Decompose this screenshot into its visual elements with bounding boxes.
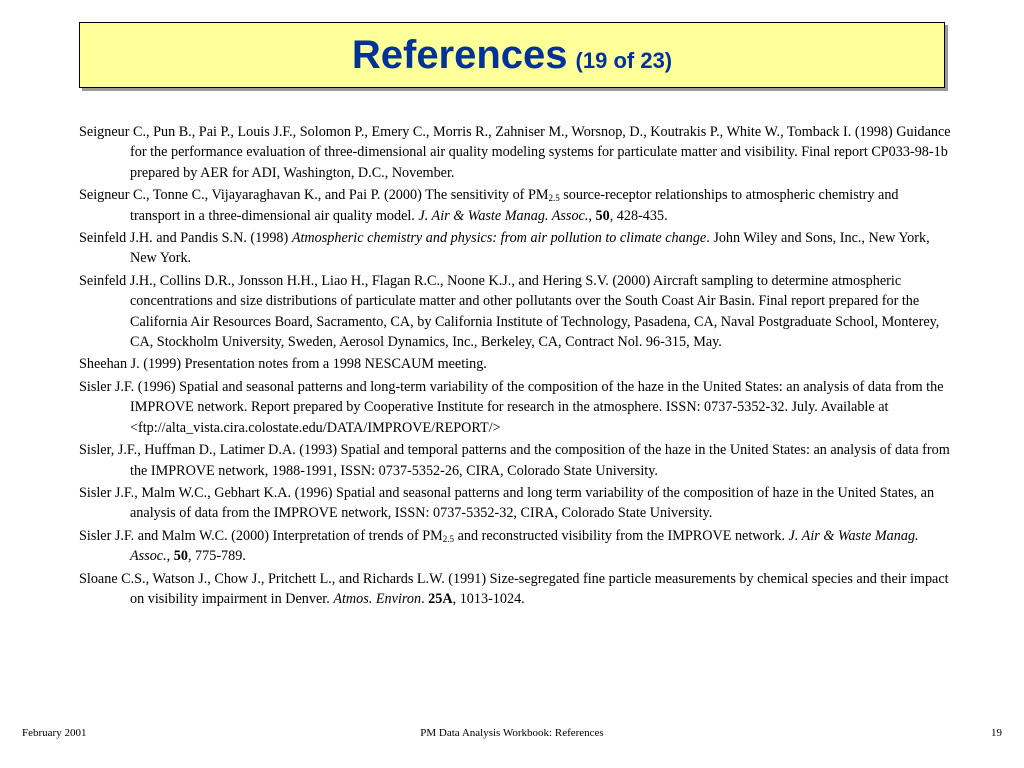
reference-text: Seinfeld J.H., Collins D.R., Jonsson H.H., Liao H., Flagan R.C., Noone K.J., and Hering S.V. (2000) Aircraft sampling to determine atmospheric concentrations and size distributions of particulate matter and other pollutants over the South Coast Air Basin. Final report prepared for the California Air Resources Board, Sacramento, CA, by California Institute of Technology, Pasadena, CA, Naval Postgraduate School, Monterey, CA, Stockholm University, Sweden, Aerosol Dynamics, Inc., Berkeley, CA, Contract Nol. 96-315, May. [79,272,940,351]
reference-text: , 428-435. [609,207,668,224]
reference-text: , 775-789. [187,548,246,565]
reference-text: 2.5 [548,193,560,204]
reference-text: Sisler J.F. and Malm W.C. (2000) Interpretation of trends of PM [79,527,443,544]
title-subtitle: (19 of 23) [575,47,673,73]
reference-entry-sisler-1996a [79,377,952,438]
reference-entry-sisler-1993 [79,440,952,481]
reference-entry-seinfeld-2000 [79,271,952,353]
reference-text: and reconstructed visibility from the IMPROVE network. [454,527,789,544]
reference-text: J. Air & Waste Manag. Assoc. [418,207,589,224]
reference-text: Sisler, J.F., Huffman D., Latimer D.A. (1993) Spatial and temporal patterns and the composition of the haze in the United States: an analysis of data from the IMPROVE network, 1988-1991, ISSN: 0737-5352-26, CIRA, Colorado State University. [79,442,950,479]
reference-entry-seigneur-2000 [79,185,952,226]
reference-text: J. Air & Waste Manag. Assoc. [130,527,919,565]
reference-text: 25A [428,590,453,607]
reference-text: . [421,590,429,607]
reference-text: 50 [173,548,188,565]
reference-entry-sheehan-1999 [79,354,952,374]
reference-text: Sheehan J. (1999) Presentation notes from a 1998 NESCAUM meeting. [79,356,487,373]
reference-entry-sisler-2000 [79,526,952,567]
reference-text: Seigneur C., Pun B., Pai P., Louis J.F., Solomon P., Emery C., Morris R., Zahniser M., Worsnop, D., Koutrakis P., White W., Tomback I. (1998) Guidance for the performance evaluation of three-dimensional air quality modeling systems for particulate matter and visibility. Final report CP033-98-1b prepared by AER for ADI, Washington, D.C., November. [79,124,951,181]
reference-text: source-receptor relationships to atmospheric chemistry and transport in a three-dimensional air quality model. [130,187,899,224]
reference-text: Seinfeld J.H. and Pandis S.N. (1998) [79,230,292,247]
footer-title: PM Data Analysis Workbook: References [420,727,604,739]
reference-entry-seinfeld-1998 [79,228,952,269]
title-box [79,22,945,88]
reference-text: Atmospheric chemistry and physics: from air pollution to climate change [291,230,707,247]
reference-entry-sisler-1996b [79,483,952,524]
reference-text: , [588,207,596,224]
reference-text: 50 [595,207,610,224]
reference-text: , 1013-1024. [452,590,525,607]
reference-entry-seigneur-1998 [79,122,952,183]
reference-text: 2.5 [442,533,455,544]
reference-text: Sisler J.F., Malm W.C., Gebhart K.A. (1996) Spatial and seasonal patterns and long term variability of the composition of haze in the United States, an analysis of data from the IMPROVE network, ISSN: 0737-5352-32, CIRA, Colorado State University. [79,484,935,522]
reference-entry-sloane-1991 [79,569,952,610]
title-main: References [351,32,568,77]
reference-text: Sisler J.F. (1996) Spatial and seasonal patterns and long-term variability of the composition of the haze in the United States: an analysis of data from the IMPROVE network. Report prepared by Cooperative Institute for research in the atmosphere. ISSN: 0737-5352-32. July. Available at <ftp://alta_vista.cira.colostate.edu/DATA/IMPROVE/REPORT/> [79,378,944,436]
reference-text: Atmos. Environ [333,590,422,607]
footer-date: February 2001 [22,727,87,739]
reference-text: Sloane C.S., Watson J., Chow J., Pritchett L., and Richards L.W. (1991) Size-segregated fine particle measurements by chemical species and their impact on visibility impairment in Denver. [79,570,949,607]
reference-text: . John Wiley and Sons, Inc., New York, New York. [130,230,930,267]
reference-list [79,122,952,611]
page-title [352,33,672,78]
reference-text: , [166,548,174,565]
page-number: 19 [991,727,1002,739]
reference-text: Seigneur C., Tonne C., Vijayaraghavan K., and Pai P. (2000) The sensitivity of PM [79,187,549,204]
